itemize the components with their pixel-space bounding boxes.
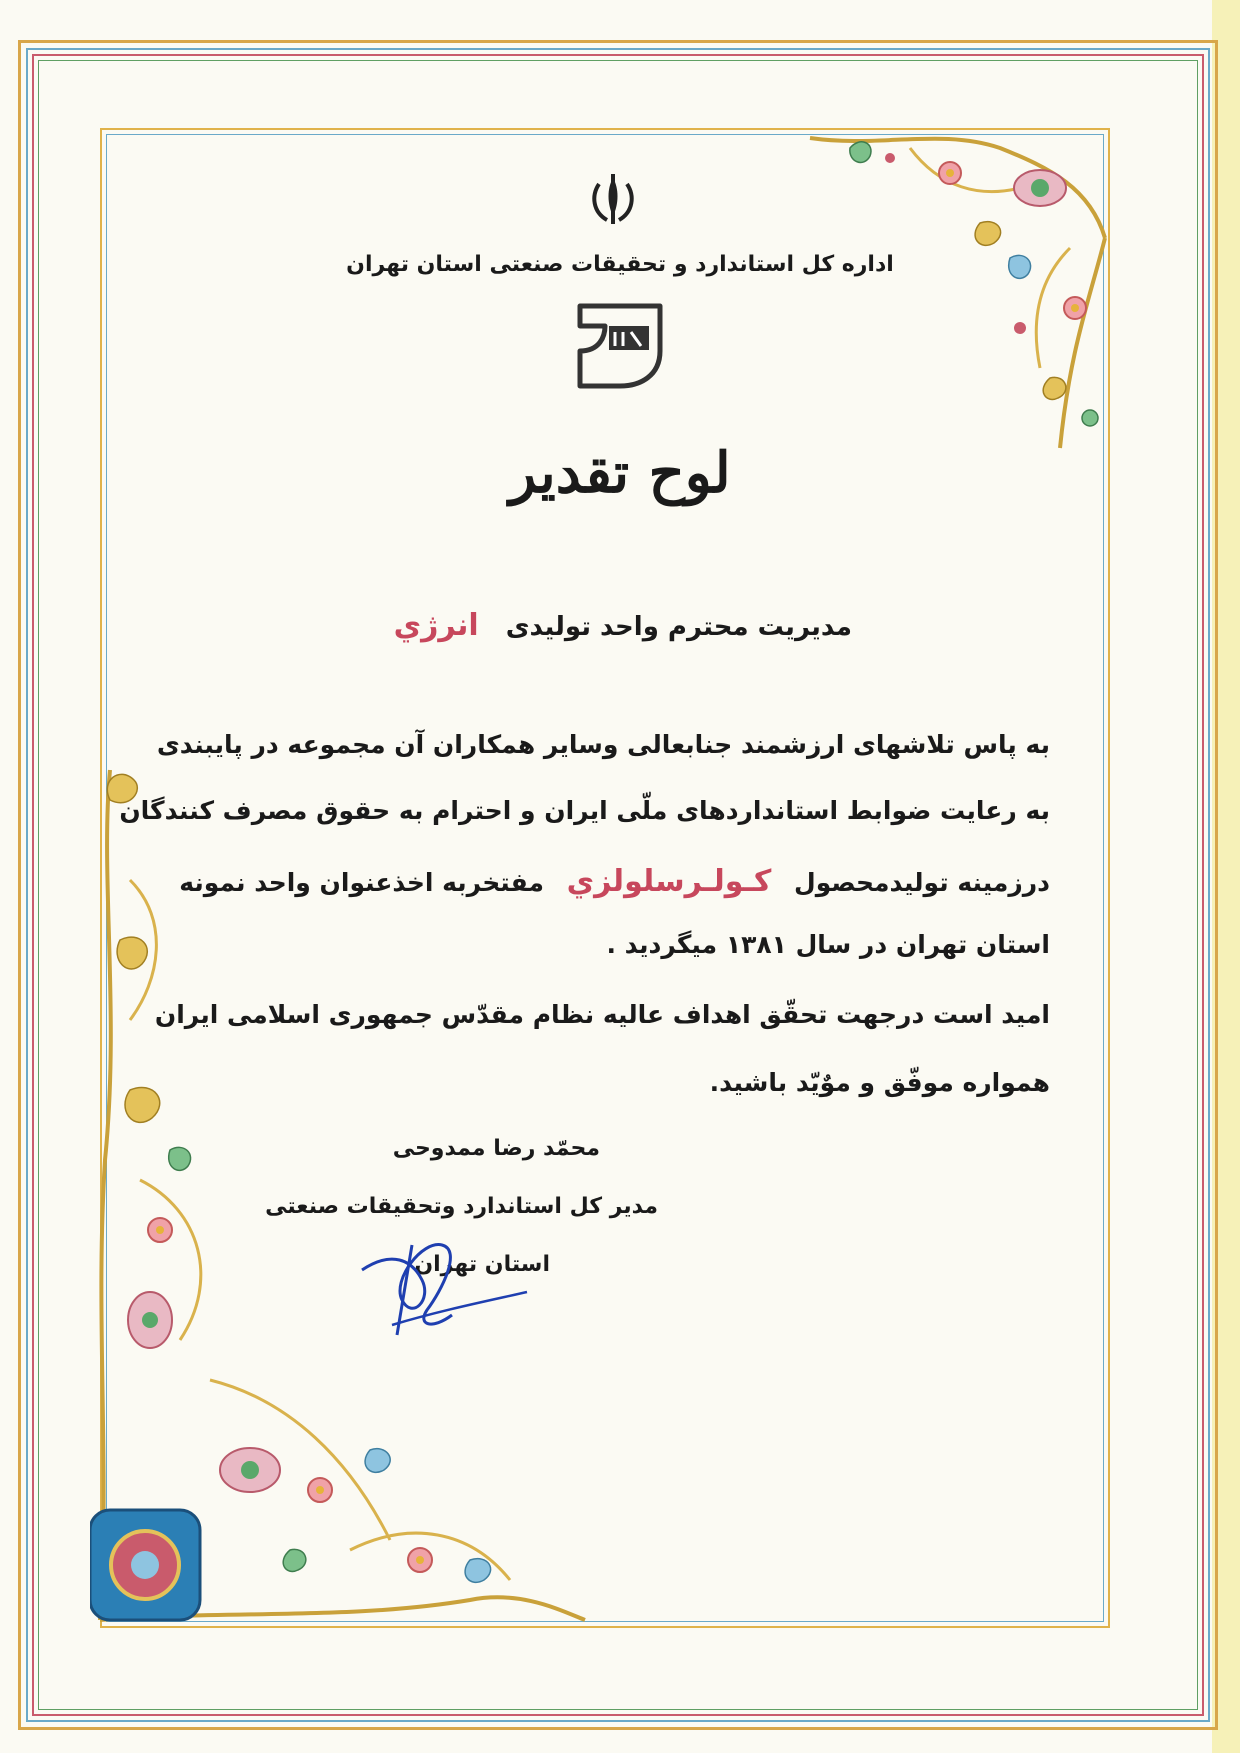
body-line-1: به پاس تلاشهای ارزشمند جنابعالی وسایر همکاران آن مجموعه در پایبندی <box>156 730 1050 759</box>
floral-corner-ornament-top-right <box>790 128 1110 458</box>
signer-title: مدیر کل استاندارد وتحقیقات صنعتی <box>265 1194 658 1219</box>
issuing-organization: اداره کل استاندارد و تحقیقات صنعتی استان تهران <box>346 252 894 277</box>
signer-name: محمّد رضا ممدوحی <box>392 1136 600 1161</box>
body-line-2: به رعایت ضوابط استانداردهای ملّی ایران و احترام به حقوق مصرف کنندگان <box>119 796 1050 825</box>
iran-standard-logo-icon <box>565 296 675 396</box>
body-line-5: امید است درجهت تحقّق اهداف عالیه نظام مقدّس جمهوری اسلامی ایران <box>154 1000 1050 1029</box>
body-line-3-end: مفتخربه اخذعنوان واحد نمونه <box>179 868 544 897</box>
handwritten-signature <box>352 1230 532 1340</box>
iran-emblem-icon <box>585 172 641 228</box>
recipient-line <box>394 608 852 643</box>
body-line-6: همواره موفّق و موٌیّد باشید. <box>709 1068 1050 1097</box>
signer-province: استان تهران <box>414 1252 550 1277</box>
recipient-prefix: مدیریت محترم واحد تولیدی <box>505 612 852 642</box>
certificate-title: لوح تقدیر <box>509 440 731 506</box>
body-line-4: استان تهران در سال ۱۳۸۱ میگردید . <box>606 930 1050 959</box>
product-name: کـولـرسلولزي <box>566 864 772 899</box>
recipient-name: انرژي <box>393 608 479 643</box>
body-line-3 <box>179 864 1050 899</box>
body-line-3-start: درزمینه تولیدمحصول <box>794 868 1050 897</box>
